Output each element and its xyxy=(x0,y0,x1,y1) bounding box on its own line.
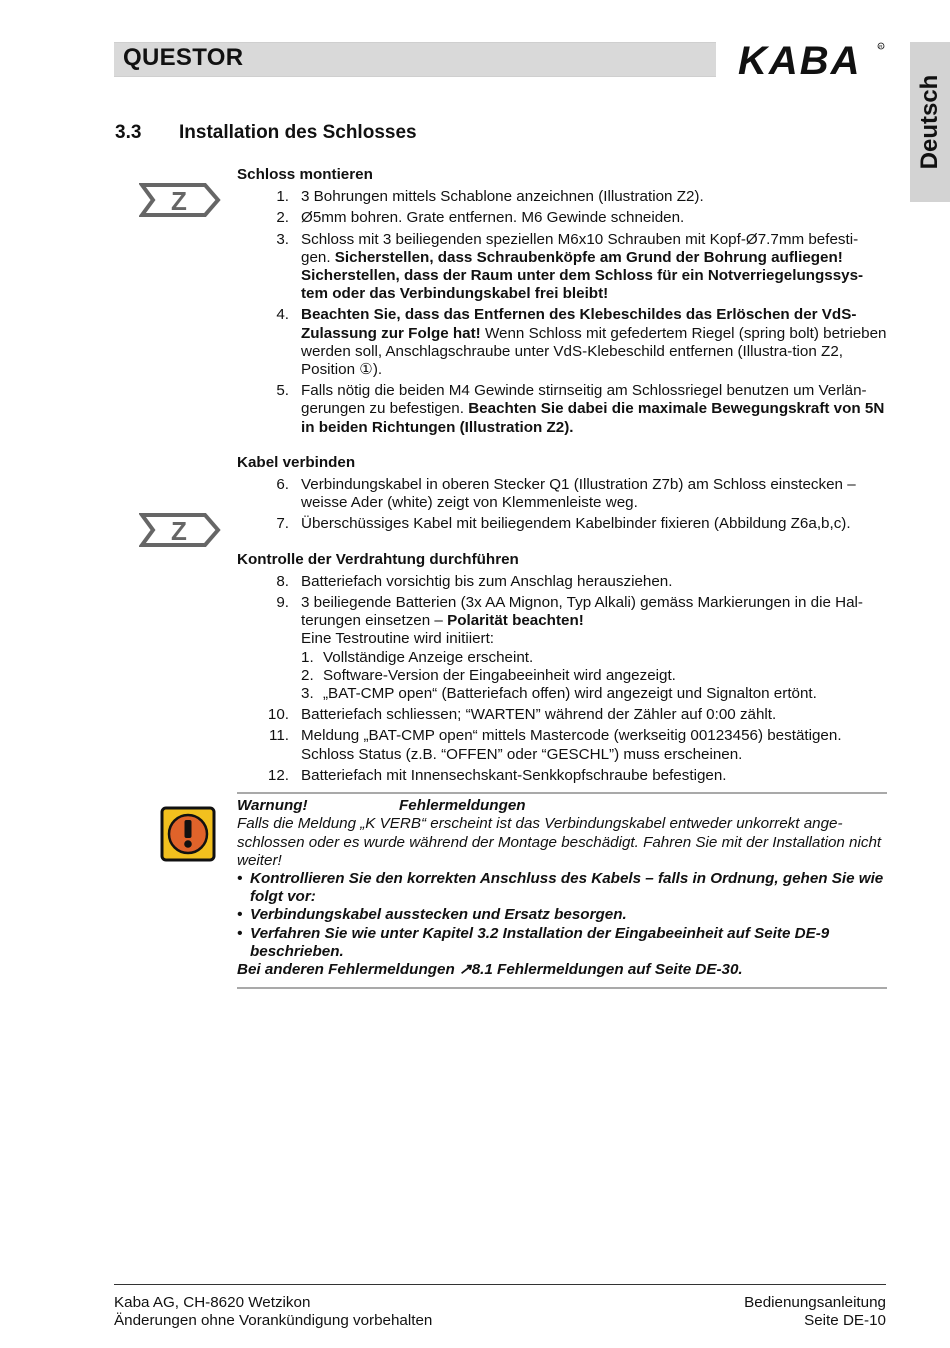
item-text: Falls nötig die beiden M4 Gewinde stirnseitig am Schlossriegel benutzen um Verlän-gerungen zu befestigen. Beachten Sie dabei die maximale Bewegungskraft von 5N in beiden Richtungen (Illustration Z2). xyxy=(301,382,885,436)
arrow-ref-icon: ↗ xyxy=(458,960,472,978)
warning-label: Warnung! xyxy=(237,797,308,815)
svg-text:Z: Z xyxy=(171,186,187,216)
z-illustration-icon xyxy=(139,182,221,223)
item-number: 4. xyxy=(276,306,289,324)
list-item xyxy=(237,231,887,304)
item-text: Batteriefach mit Innensechskant-Senkkopfschraube befestigen. xyxy=(301,766,727,784)
item-text: Überschüssiges Kabel mit beiliegendem Kabelbinder fixieren (Abbildung Z6a,b,c). xyxy=(301,515,851,533)
section-number: 3.3 xyxy=(115,122,142,143)
item-number: 7. xyxy=(276,515,289,533)
item-number: 3. xyxy=(276,230,289,248)
warning-title: Fehlermeldungen xyxy=(399,797,526,815)
list-item xyxy=(237,188,887,206)
list-item xyxy=(237,476,887,512)
footer-company: Kaba AG, CH-8620 Wetzikon xyxy=(114,1294,311,1311)
item-number: 6. xyxy=(276,476,289,494)
item-text: 3 Bohrungen mittels Schablone anzeichnen (Illustration Z2). xyxy=(301,188,704,206)
item-text: Schloss mit 3 beiliegenden speziellen M6x10 Schrauben mit Kopf-Ø7.7mm befesti-gen. Sicherstellen, dass Schraubenköpfe am Grund der Bohrung aufliegen! Sicherstellen, dass der Raum unter dem Schloss für ein Notverriegelungssys-tem oder das Verbindungskabel frei bleibt! xyxy=(301,230,864,303)
footer-divider xyxy=(114,1284,886,1285)
item-number: 9. xyxy=(276,594,289,612)
item-number: 2. xyxy=(276,209,289,227)
list-item xyxy=(237,727,887,763)
group-heading: Kabel verbinden xyxy=(237,453,356,471)
warning-bullet: • Kontrollieren Sie den korrekten Anschluss des Kabels – falls in Ordnung, gehen Sie wie folgt vor: xyxy=(237,869,884,906)
warning-header xyxy=(237,797,887,815)
svg-text:Z: Z xyxy=(171,516,187,546)
language-label: Deutsch xyxy=(916,74,943,170)
item-text: Batteriefach vorsichtig bis zum Anschlag herausziehen. xyxy=(301,572,673,590)
cross-reference-link[interactable]: 8.1 Fehlermeldungen auf Seite DE-30. xyxy=(471,960,743,978)
item-text: 3 beiliegende Batterien (3x AA Mignon, Typ Alkali) gemäss Markierungen in die Hal-terungen einsetzen – Polarität beachten! Eine Testroutine wird initiiert: 1. Vollständige Anzeige erscheint. 2. Software-Version der Eingabeeinheit wird angezeigt. 3. „BAT-CMP open“ (Batteriefach offen) wird angezeigt und Signalton ertönt. xyxy=(301,594,887,703)
kaba-logo xyxy=(738,40,888,85)
warning-box xyxy=(237,792,887,989)
group-heading: Kontrolle der Verdrahtung durchführen xyxy=(237,550,519,568)
list-item xyxy=(237,573,887,591)
kaba-logo-text: KABA xyxy=(738,40,862,80)
item-number: 1. xyxy=(276,188,289,206)
test-routine-intro: Eine Testroutine wird initiiert: xyxy=(301,630,495,648)
item-text: Ø5mm bohren. Grate entfernen. M6 Gewinde schneiden. xyxy=(301,209,685,227)
list-item xyxy=(237,382,887,437)
z-illustration-icon xyxy=(139,512,221,553)
item-text: Beachten Sie, dass das Entfernen des Klebeschildes das Erlöschen der VdS-Zulassung zur Folge hat! Wenn Schloss mit gefedertem Riegel (spring bolt) betrieben werden soll, Anschlagschraube unter VdS-Klebeschild entfernen (Illustra-tion Z2, Position ①). xyxy=(301,306,887,379)
footer-page-number: Seite DE-10 xyxy=(804,1312,886,1329)
item-number: 8. xyxy=(276,572,289,590)
product-title: QUESTOR xyxy=(123,44,244,71)
warning-outro: Bei anderen Fehlermeldungen ↗8.1 Fehlermeldungen auf Seite DE-30. xyxy=(237,960,743,978)
item-text: Batteriefach schliessen; “WARTEN” während der Zähler auf 0:00 zählt. xyxy=(301,706,777,724)
list-item xyxy=(237,209,887,227)
exclamation-icon xyxy=(160,806,216,867)
footer-document-type: Bedienungsanleitung xyxy=(744,1294,886,1311)
item-number: 10. xyxy=(267,706,289,724)
svg-text:R: R xyxy=(879,44,883,49)
list-item xyxy=(237,594,887,703)
sub-list-item: 1. Vollständige Anzeige erscheint. xyxy=(301,648,534,666)
warning-intro: Falls die Meldung „K VERB“ erscheint ist das Verbindungskabel entweder unkorrekt ange-schlossen oder es wurde während der Montage beschädigt. Fahren Sie mit der Installation nicht weiter! xyxy=(237,815,882,869)
warning-bullet: • Verfahren Sie wie unter Kapitel 3.2 Installation der Eingabeeinheit auf Seite DE-9 beschrieben. xyxy=(237,924,830,960)
warning-bullet: • Verbindungskabel ausstecken und Ersatz besorgen. xyxy=(237,906,627,924)
sub-list-item: 3. „BAT-CMP open“ (Batteriefach offen) wird angezeigt und Signalton ertönt. xyxy=(301,685,817,703)
list-item xyxy=(237,706,887,724)
instructions-content xyxy=(237,166,887,989)
list-item xyxy=(237,767,887,785)
section-title: Installation des Schlosses xyxy=(179,122,417,143)
item-text: Verbindungskabel in oberen Stecker Q1 (Illustration Z7b) am Schloss einstecken – weisse Ader (white) zeigt von Klemmenleiste weg. xyxy=(301,476,856,512)
item-number: 12. xyxy=(267,766,289,784)
sub-list-item: 2. Software-Version der Eingabeeinheit wird angezeigt. xyxy=(301,666,676,684)
footer-disclaimer: Änderungen ohne Vorankündigung vorbehalten xyxy=(114,1312,433,1329)
item-number: 5. xyxy=(276,382,289,400)
list-item xyxy=(237,306,887,379)
item-text: Meldung „BAT-CMP open“ mittels Mastercode (werkseitig 00123456) bestätigen. Schloss Status (z.B. “OFFEN” oder “GESCHL”) muss erscheinen. xyxy=(301,727,842,763)
language-tab xyxy=(910,42,950,202)
kaba-logo-graphic xyxy=(738,40,888,80)
list-item xyxy=(237,515,887,533)
item-number: 11. xyxy=(269,727,289,745)
group-heading: Schloss montieren xyxy=(237,166,373,183)
